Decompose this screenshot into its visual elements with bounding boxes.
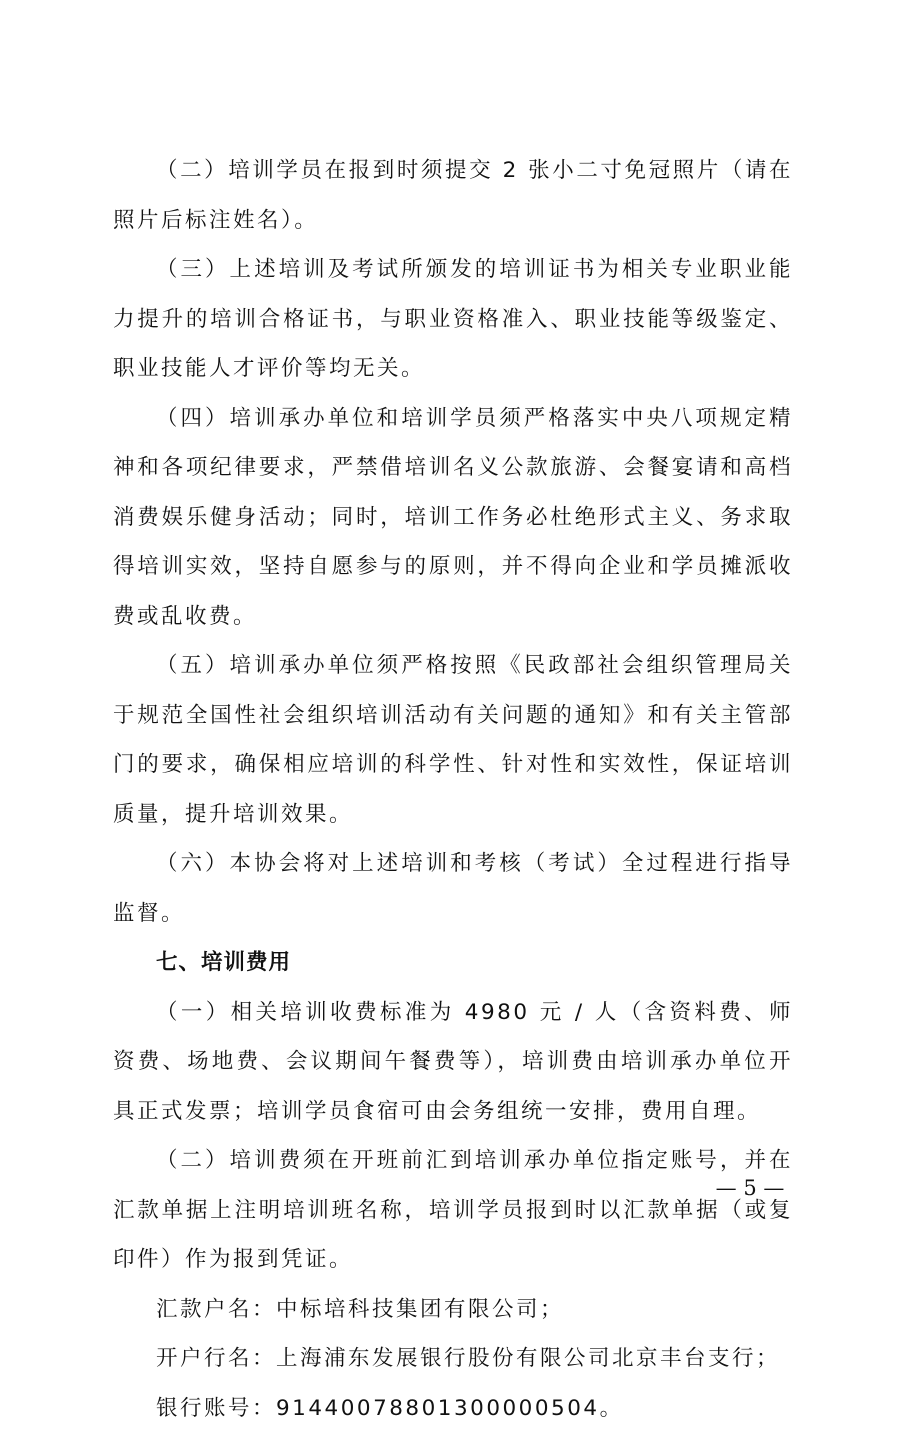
bank-account-number: 银行账号：91440078801300000504。 bbox=[113, 1384, 793, 1433]
page-number: — 5 — bbox=[705, 1173, 795, 1203]
paragraph-payment-instructions: （二）培训费须在开班前汇到培训承办单位指定账号，并在汇款单据上注明培训班名称，培训学员报到时以汇款单据（或复印件）作为报到凭证。 bbox=[113, 1136, 793, 1285]
paragraph-photo-requirement: （二）培训学员在报到时须提交 2 张小二寸免冠照片（请在照片后标注姓名）。 bbox=[113, 146, 793, 245]
bank-account-name: 汇款户名：中标培科技集团有限公司； bbox=[113, 1285, 793, 1335]
paragraph-certificate-scope: （三）上述培训及考试所颁发的培训证书为相关专业职业能力提升的培训合格证书，与职业资格准入、职业技能等级鉴定、职业技能人才评价等均无关。 bbox=[113, 245, 793, 394]
paragraph-fee-standard: （一）相关培训收费标准为 4980 元 / 人（含资料费、师资费、场地费、会议期间午餐费等），培训费由培训承办单位开具正式发票；培训学员食宿可由会务组统一安排，费用自理。 bbox=[113, 988, 793, 1137]
paragraph-regulation-compliance: （五）培训承办单位须严格按照《民政部社会组织管理局关于规范全国性社会组织培训活动有关问题的通知》和有关主管部门的要求，确保相应培训的科学性、针对性和实效性，保证培训质量，提升培训效果。 bbox=[113, 641, 793, 839]
paragraph-discipline-requirements: （四）培训承办单位和培训学员须严格落实中央八项规定精神和各项纪律要求，严禁借培训名义公款旅游、会餐宴请和高档消费娱乐健身活动；同时，培训工作务必杜绝形式主义、务求取得培训实效，坚持自愿参与的原则，并不得向企业和学员摊派收费或乱收费。 bbox=[113, 394, 793, 642]
section-heading-training-fees: 七、培训费用 bbox=[113, 938, 793, 988]
paragraph-supervision: （六）本协会将对上述培训和考核（考试）全过程进行指导监督。 bbox=[113, 839, 793, 938]
document-body bbox=[113, 146, 793, 1433]
bank-branch-name: 开户行名：上海浦东发展银行股份有限公司北京丰台支行； bbox=[113, 1334, 793, 1384]
